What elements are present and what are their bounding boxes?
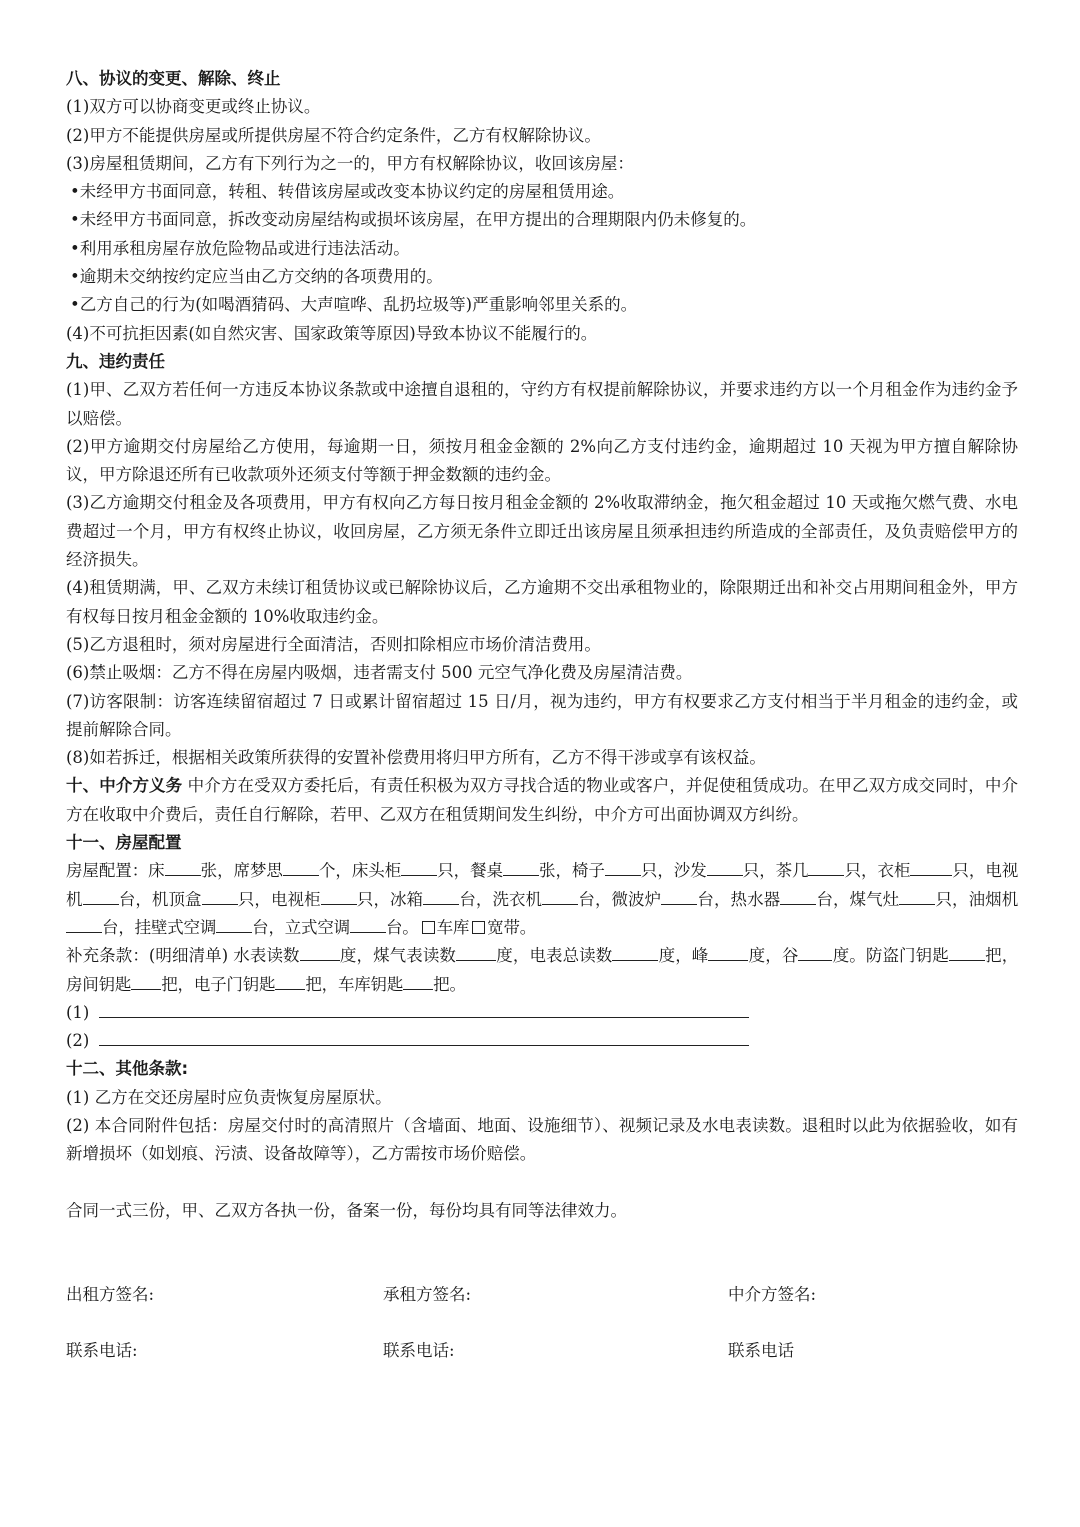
blank-field[interactable] (401, 857, 437, 876)
signature-row (66, 1281, 1018, 1309)
section-10-title: 十、中介方义务 (66, 776, 183, 796)
blank-field[interactable] (661, 886, 697, 905)
blank-field[interactable] (283, 857, 319, 876)
blank-field[interactable] (798, 942, 832, 961)
closing-statement: 合同一式三份，甲、乙双方各执一份，备案一份，每份均具有同等法律效力。 (66, 1200, 627, 1220)
blank-field[interactable] (612, 942, 658, 961)
blank-field[interactable] (202, 886, 238, 905)
clause-9-8: (8)如若拆迁，根据相关政策所获得的安置补偿费用将归甲方所有，乙方不得干涉或享有该权益。 (66, 748, 766, 768)
blank-field[interactable] (300, 942, 340, 961)
blank-field[interactable] (321, 886, 357, 905)
agent-phone-label: 联系电话 (728, 1340, 794, 1360)
agent-signature-label: 中介方签名: (728, 1284, 817, 1304)
blank-field[interactable] (456, 942, 496, 961)
section-12-title: 十二、其他条款: (66, 1059, 189, 1079)
clause-8-1: (1)双方可以协商变更或终止协议。 (66, 97, 321, 117)
clause-12-1: (1) 乙方在交还房屋时应负责恢复房屋原状。 (66, 1087, 392, 1107)
bullet-item: •利用承租房屋存放危险物品或进行违法活动。 (70, 238, 410, 258)
section-8-title: 八、协议的变更、解除、终止 (66, 69, 281, 88)
clause-9-6: (6)禁止吸烟：乙方不得在房屋内吸烟，违者需支付 500 元空气净化费及房屋清洁费。 (66, 663, 693, 683)
clause-9-2: (2)甲方逾期交付房屋给乙方使用，每逾期一日，须按月租金金额的 2%向乙方支付违约金，逾期超过 10 天视为甲方擅自解除协议，甲方除退还所有已收款项外还须支付等额于押金数额的违约金。 (66, 436, 1018, 485)
clause-8-4: (4)不可抗拒因素(如自然灾害、国家政策等原因)导致本协议不能履行的。 (66, 323, 598, 343)
section-10-text: 中介方在受双方委托后，有责任积极为双方寻找合适的物业或客户，并促使租赁成功。在甲乙双方成交同时，中介方在收取中介费后，责任自行解除，若甲、乙双方在租赁期间发生纠纷，中介方可出面协调双方纠纷。 (66, 776, 1019, 824)
blank-field[interactable] (707, 857, 743, 876)
blank-field[interactable] (423, 886, 459, 905)
lessee-phone-label: 联系电话: (383, 1340, 455, 1360)
blank-field[interactable] (503, 857, 539, 876)
blank-field[interactable] (605, 857, 641, 876)
bullet-item: •乙方自己的行为(如喝酒猜码、大声喧哗、乱扔垃圾等)严重影响邻里关系的。 (70, 295, 638, 315)
blank-field[interactable] (165, 857, 201, 876)
clause-9-7: (7)访客限制：访客连续留宿超过 7 日或累计留宿超过 15 日/月，视为违约，甲方有权要求乙方支付相当于半月租金的违约金，或提前解除合同。 (66, 691, 1018, 739)
clause-9-4: (4)租赁期满，甲、乙双方未续订租赁协议或已解除协议后，乙方逾期不交出承租物业的，除限期迁出和补交占用期间租金外，甲方有权每日按月租金金额的 10%收取违约金。 (66, 578, 1018, 626)
bullet-item: •未经甲方书面同意，拆改变动房屋结构或损坏该房屋，在甲方提出的合理期限内仍未修复的。 (70, 210, 757, 230)
phone-row (66, 1337, 1018, 1365)
clause-9-1: (1)甲、乙双方若任何一方违反本协议条款或中途擅自退租的，守约方有权提前解除协议，并要求违约方以一个月租金作为违约金予以赔偿。 (66, 380, 1018, 428)
blank-field[interactable] (708, 942, 748, 961)
house-config: 房屋配置：床 张，席梦思 个，床头柜 只，餐桌 张，椅子 只，沙发 只，茶几 只，衣柜 只，电视机 台，机顶盒 只，电视柜 只，冰箱 台，洗衣机 台，微波炉 台，热水器 台，煤气灶 只，油烟机台，挂壁式空调 台，立式空调 台。 车库 宽带。 (66, 857, 1018, 942)
blank-field[interactable] (216, 914, 252, 933)
fill-line-2: (2) (66, 1027, 1018, 1055)
supplementary-terms: 补充条款：(明细清单) 水表读数 度，煤气表读数 度，电表总读数 度，峰 度，谷 度。防盗门钥匙 把，房间钥匙 把，电子门钥匙 把，车库钥匙 把。 (66, 942, 1018, 999)
blank-line[interactable] (99, 999, 749, 1018)
contract-page (66, 65, 1018, 1365)
section-11-title: 十一、房屋配置 (66, 833, 182, 853)
blank-field[interactable] (131, 971, 161, 990)
lessor-phone-label: 联系电话: (66, 1340, 138, 1360)
clause-12-2: (2) 本合同附件包括：房屋交付时的高清照片（含墙面、地面、设施细节）、视频记录及水电表读数。退租时以此为依据验收，如有新增损坏（如划痕、污渍、设备故障等），乙方需按市场价赔偿。 (66, 1115, 1018, 1164)
garage-checkbox[interactable] (422, 921, 435, 934)
blank-field[interactable] (542, 886, 578, 905)
broadband-checkbox[interactable] (472, 921, 485, 934)
lessee-signature-label: 承租方签名: (383, 1284, 472, 1304)
section-9-title: 九、违约责任 (66, 351, 165, 371)
blank-field[interactable] (275, 971, 305, 990)
blank-field[interactable] (808, 857, 844, 876)
blank-field[interactable] (83, 886, 119, 905)
blank-field[interactable] (403, 971, 433, 990)
blank-field[interactable] (66, 914, 102, 933)
blank-field[interactable] (910, 857, 952, 876)
clause-9-3: (3)乙方逾期交付租金及各项费用，甲方有权向乙方每日按月租金金额的 2%收取滞纳金，拖欠租金超过 10 天或拖欠燃气费、水电费超过一个月，甲方有权终止协议，收回房屋，乙方须无条件立即迁出该房屋且须承担违约所造成的全部责任，及负责赔偿甲方的经济损失。 (66, 493, 1018, 570)
section-10 (66, 772, 1018, 829)
blank-field[interactable] (949, 942, 985, 961)
fill-line-1: (1) (66, 999, 1018, 1027)
lessor-signature-label: 出租方签名: (66, 1284, 155, 1304)
clause-9-5: (5)乙方退租时，须对房屋进行全面清洁，否则扣除相应市场价清洁费用。 (66, 634, 601, 654)
blank-field[interactable] (780, 886, 816, 905)
clause-8-3: (3)房屋租赁期间，乙方有下列行为之一的，甲方有权解除协议，收回该房屋： (66, 153, 634, 173)
bullet-item: •未经甲方书面同意，转租、转借该房屋或改变本协议约定的房屋租赁用途。 (70, 182, 625, 202)
blank-line[interactable] (99, 1027, 749, 1046)
blank-field[interactable] (899, 886, 935, 905)
bullet-item: •逾期未交纳按约定应当由乙方交纳的各项费用的。 (70, 267, 443, 287)
clause-8-2: (2)甲方不能提供房屋或所提供房屋不符合约定条件，乙方有权解除协议。 (66, 125, 601, 145)
blank-field[interactable] (350, 914, 386, 933)
